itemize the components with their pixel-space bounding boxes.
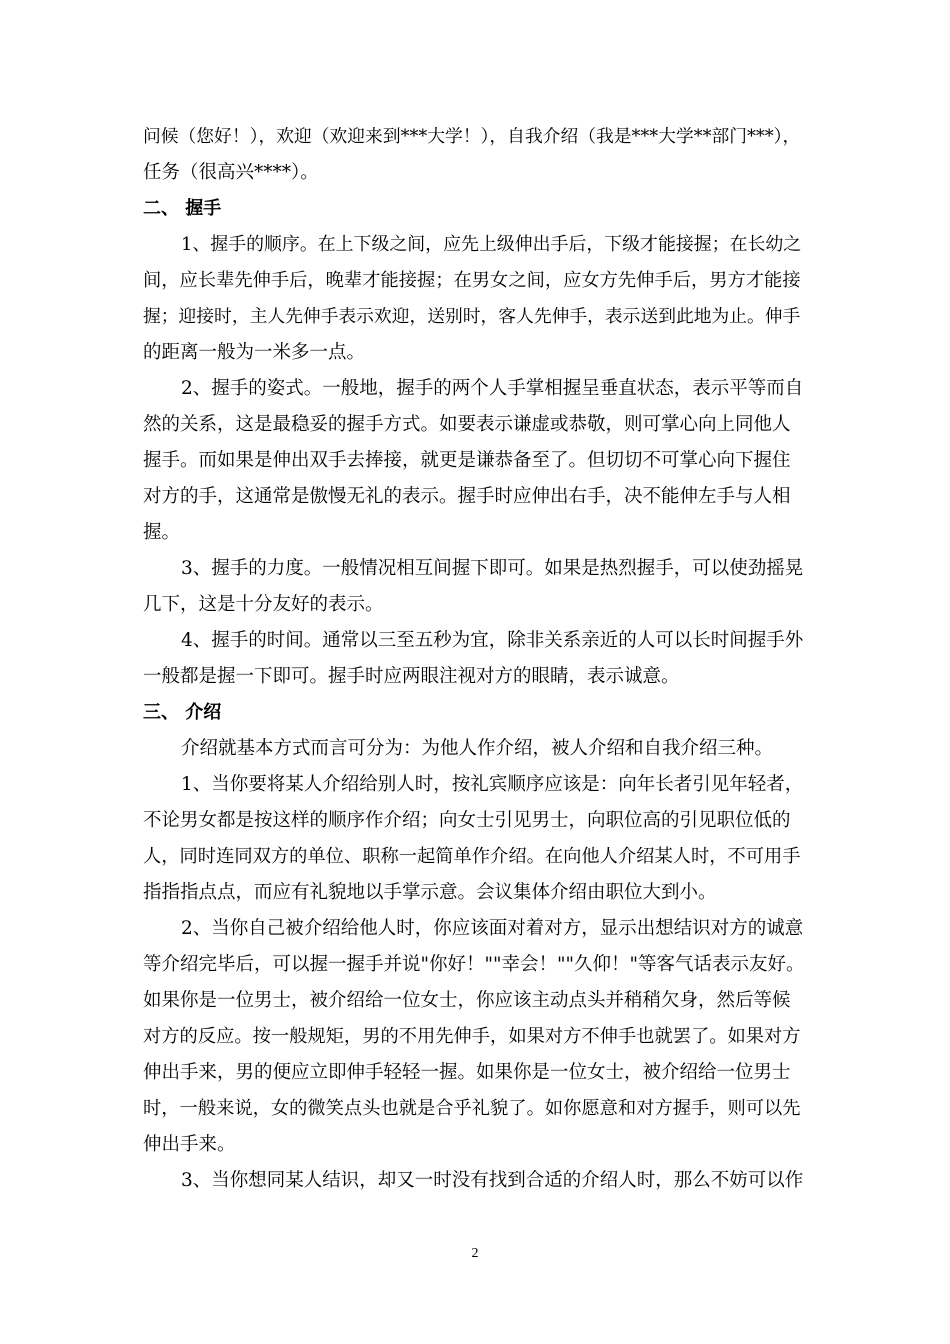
page-number: 2 [471,1246,479,1261]
text-line: 等介绍完毕后，可以握一握手并说"你好！""幸会！""久仰！"等客气话表示友好。 [143,954,805,975]
text-line: 3、握手的力度。一般情况相互间握下即可。如果是热烈握手，可以使劲摇晃 [181,558,804,579]
text-line: 2、当你自己被介绍给他人时，你应该面对着对方，显示出想结识对方的诚意 [181,918,804,939]
text-line: 几下，这是十分友好的表示。 [143,594,384,615]
text-line: 握；迎接时，主人先伸手表示欢迎，送别时，客人先伸手，表示送到此地为止。伸手 [143,306,801,327]
text-line: 如果你是一位男士，被介绍给一位女士，你应该主动点头并稍稍欠身，然后等候 [143,990,791,1011]
text-line: 握。 [143,522,181,543]
text-line: 指指指点点，而应有礼貌地以手掌示意。会议集体介绍由职位大到小。 [143,882,717,903]
text-line: 任务（很高兴****）。 [143,162,319,183]
section-heading-handshake: 二、 握手 [143,198,222,219]
text-line: 握手。而如果是伸出双手去捧接，就更是谦恭备至了。但切切不可掌心向下握住 [143,450,791,471]
text-line: 伸出手来，男的便应立即伸手轻轻一握。如果你是一位女士，被介绍给一位男士 [143,1062,791,1083]
text-line: 4、握手的时间。通常以三至五秒为宜，除非关系亲近的人可以长时间握手外 [181,630,804,651]
text-line: 2、握手的姿式。一般地，握手的两个人手掌相握呈垂直状态，表示平等而自 [181,378,804,399]
text-line: 对方的手，这通常是傲慢无礼的表示。握手时应伸出右手，决不能伸左手与人相 [143,486,791,507]
text-line: 伸出手来。 [143,1134,236,1155]
text-line: 时，一般来说，女的微笑点头也就是合乎礼貌了。如你愿意和对方握手，则可以先 [143,1098,801,1119]
text-line: 1、握手的顺序。在上下级之间，应先上级伸出手后，下级才能接握；在长幼之 [181,234,802,255]
text-line: 3、当你想同某人结识，却又一时没有找到合适的介绍人时，那么不妨可以作 [181,1170,804,1191]
text-line: 人，同时连同双方的单位、职称一起简单作介绍。在向他人介绍某人时，不可用手 [143,846,801,867]
text-line: 对方的反应。按一般规矩，男的不用先伸手，如果对方不伸手也就罢了。如果对方 [143,1026,801,1047]
section-heading-introduction: 三、 介绍 [143,702,222,723]
text-line: 间，应长辈先伸手后，晚辈才能接握；在男女之间，应女方先伸手后，男方才能接 [143,270,801,291]
text-line: 问候（您好！），欢迎（欢迎来到***大学！），自我介绍（我是***大学**部门***）， [143,126,801,147]
text-line: 介绍就基本方式而言可分为：为他人作介绍，被人介绍和自我介绍三种。 [181,738,774,759]
document-body [143,119,808,1199]
text-line: 的距离一般为一米多一点。 [143,342,366,363]
text-line: 然的关系，这是最稳妥的握手方式。如要表示谦虚或恭敬，则可掌心向上同他人 [143,414,791,435]
text-line: 1、当你要将某人介绍给别人时，按礼宾顺序应该是：向年长者引见年轻者， [181,774,804,795]
text-line: 不论男女都是按这样的顺序作介绍；向女士引见男士，向职位高的引见职位低的 [143,810,791,831]
text-line: 一般都是握一下即可。握手时应两眼注视对方的眼睛，表示诚意。 [143,666,680,687]
